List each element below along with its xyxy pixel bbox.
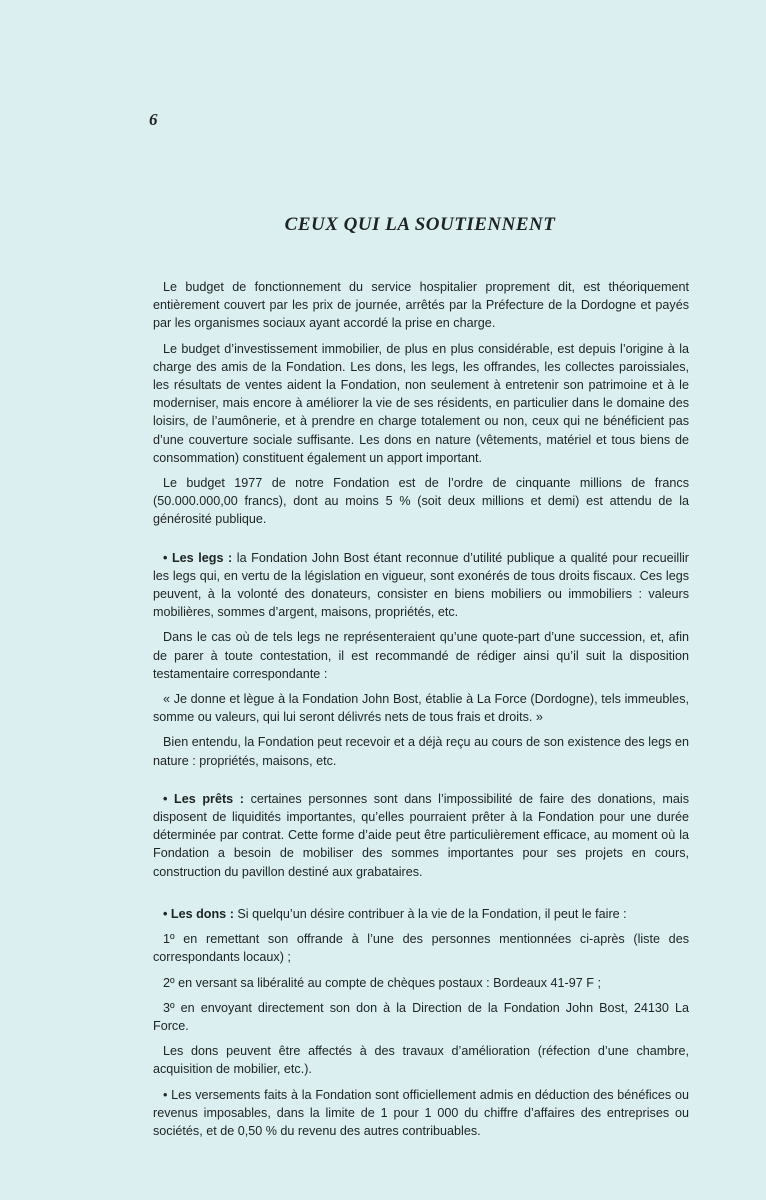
paragraph-versements: • Les versements faits à la Fondation sont officiellement admis en déduction des bénéfices ou revenus imposables, dans la limite de 1 pour 1 000 du chiffre d’affaires des entreprises ou sociétés, et de 0,50 % du revenu des autres contribuables.: [153, 1087, 689, 1138]
prets-body: certaines personnes sont dans l’impossibilité de faire des donations, mais disposent de liquidités importantes, qu’elles pourraient prêter à la Fondation pour une durée déterminée par contrat. Cette forme d’aide peut être particulièrement efficace, au moment où la Fondation a besoin de mobiliser des sommes importantes pour ses projets en cours, construction du pavillon destiné aux grabataires.: [153, 791, 689, 879]
legs-body: la Fondation John Bost étant reconnue d’utilité publique a qualité pour recueillir les legs qui, en vertu de la législation en vigueur, sont exonérés de tous droits fiscaux. Ces legs peuvent, à la volonté des donateurs, consister en biens mobiliers ou immobiliers : valeurs mobilières, sommes d’argent, maisons, propriétés, etc.: [153, 550, 689, 620]
paragraph-testament-quote: « Je donne et lègue à la Fondation John Bost, établie à La Force (Dordogne), tels immeubles, somme ou valeurs, qui lui seront délivrés nets de tous frais et droits. »: [153, 692, 689, 725]
paragraph-budget-fonctionnement: Le budget de fonctionnement du service hospitalier proprement dit, est théoriquement entièrement couvert par les prix de journée, arrêtés par la Préfecture de la Dordogne et payés par les organismes sociaux ayant accordé la prise en charge.: [153, 280, 689, 331]
page-title: CEUX QUI LA SOUTIENNENT: [284, 214, 556, 235]
prets-heading: • Les prêts :: [163, 791, 244, 806]
paragraph-legs: [153, 549, 689, 622]
paragraph-budget-1977: Le budget 1977 de notre Fondation est de l’ordre de cinquante millions de francs (50.000.000,00 francs), dont au moins 5 % (soit deux millions et demi) est attendu de la générosité publique.: [153, 476, 689, 527]
list-item-cheques-postaux: 2º en versant sa libéralité au compte de chèques postaux : Bordeaux 41-97 F ;: [163, 975, 601, 990]
legs-heading: • Les legs :: [163, 550, 233, 565]
paragraph-budget-investissement: Le budget d’investissement immobilier, de plus en plus considérable, est depuis l’origine à la charge des amis de la Fondation. Les dons, les legs, les offrandes, les collectes paroissiales, les résultats de ventes aident la Fondation, non seulement à entretenir son patrimoine et à le moderniser, mais encore à améliorer la vie de ses résidents, en particulier dans le domaine des loisirs, de l’aumônerie, et à prendre en charge totalement ou non, ceux qui ne bénéficient pas d’une couverture sociale suffisante. Les dons en nature (vêtements, matériel et tous biens de consommation) constituent également un apport important.: [153, 341, 689, 465]
page-number: 6: [149, 110, 158, 129]
dons-body: Si quelqu’un désire contribuer à la vie de la Fondation, il peut le faire :: [233, 906, 627, 921]
list-item-offrande: 1º en remettant son offrande à l’une des personnes mentionnées ci-après (liste des correspondants locaux) ;: [153, 932, 689, 965]
list-item-direction: 3º en envoyant directement son don à la Direction de la Fondation John Bost, 24130 La Force.: [153, 1000, 689, 1033]
paragraph-legs-nature: Bien entendu, la Fondation peut recevoir et a déjà reçu au cours de son existence des legs en nature : propriétés, maisons, etc.: [153, 735, 689, 768]
paragraph-affectation-dons: Les dons peuvent être affectés à des travaux d’amélioration (réfection d’une chambre, acquisition de mobilier, etc.).: [153, 1044, 689, 1077]
dons-heading: • Les dons :: [163, 906, 234, 921]
paragraph-dons: [153, 905, 689, 923]
body-text: [153, 278, 689, 1147]
paragraph-quote-part: Dans le cas où de tels legs ne représenteraient qu’une quote-part d’une succession, et, afin de parer à toute contestation, il est recommandé de rédiger ainsi qu’il suit la disposition testamentaire correspondante :: [153, 630, 689, 681]
paragraph-prets: [153, 790, 689, 881]
